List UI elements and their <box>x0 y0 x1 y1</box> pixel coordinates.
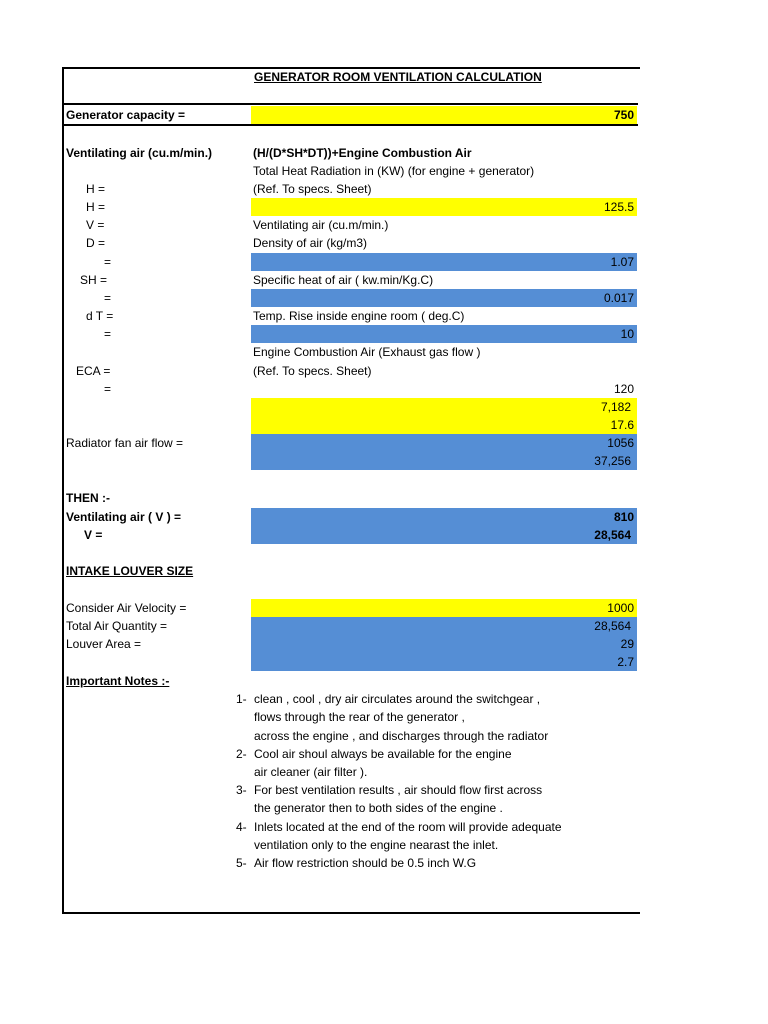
note-line: ventilation only to the engine nearast the inlet. <box>254 838 499 852</box>
note-line: flows through the rear of the generator , <box>254 710 465 724</box>
sh-eq: = <box>104 291 112 305</box>
eca-desc: Engine Combustion Air (Exhaust gas flow ) <box>253 345 481 359</box>
dt-desc: Temp. Rise inside engine room ( deg.C) <box>253 309 465 323</box>
h-label: H = <box>86 182 106 196</box>
eca-eq: = <box>104 382 112 396</box>
dt-label: d T = <box>86 309 114 323</box>
velocity-label: Consider Air Velocity = <box>66 601 187 615</box>
capacity-value[interactable]: 750 <box>251 106 637 124</box>
then-value-2[interactable]: 28,564 <box>251 526 637 544</box>
eca-value[interactable]: 120 <box>613 382 634 396</box>
heat-value[interactable]: 125.5 <box>251 198 637 216</box>
then-label: THEN :- <box>66 491 110 505</box>
d-eq: = <box>104 255 112 269</box>
dt-eq: = <box>104 327 112 341</box>
area-label: Louver Area = <box>66 637 142 651</box>
note-line: the generator then to both sides of the engine . <box>254 801 503 815</box>
quantity-value[interactable]: 28,564 <box>251 617 637 635</box>
dt-value[interactable]: 10 <box>251 325 637 343</box>
divider <box>64 124 638 126</box>
page-title: GENERATOR ROOM VENTILATION CALCULATION <box>254 70 542 84</box>
vent-formula: (H/(D*SH*DT))+Engine Combustion Air <box>253 146 472 160</box>
d-desc: Density of air (kg/m3) <box>253 236 368 250</box>
note-number: 4- <box>236 820 247 834</box>
then-v-label: V = <box>84 528 103 542</box>
note-number: 2- <box>236 747 247 761</box>
d-label: D = <box>86 236 106 250</box>
note-line: For best ventilation results , air should flow first across <box>254 783 543 797</box>
extra-value[interactable]: 2.7 <box>251 653 637 671</box>
area-value[interactable]: 29 <box>251 635 637 653</box>
eca-ref: (Ref. To specs. Sheet) <box>253 364 372 378</box>
radiator-value-1[interactable]: 1056 <box>251 434 637 452</box>
sh-label: SH = <box>80 273 108 287</box>
h-label: H = <box>86 200 106 214</box>
note-number: 1- <box>236 692 247 706</box>
note-number: 3- <box>236 783 247 797</box>
note-line: Inlets located at the end of the room will provide adequate <box>254 820 562 834</box>
note-line: across the engine , and discharges through the radiator <box>254 729 549 743</box>
radiator-label: Radiator fan air flow = <box>66 436 184 450</box>
radiator-value-2[interactable]: 37,256 <box>251 452 637 470</box>
then-vent-label: Ventilating air ( V ) = <box>66 510 182 524</box>
intake-heading: INTAKE LOUVER SIZE <box>66 564 194 578</box>
density-value[interactable]: 1.07 <box>251 253 637 271</box>
note-line: Air flow restriction should be 0.5 inch W.G <box>254 856 477 870</box>
sh-desc: Specific heat of air ( kw.min/Kg.C) <box>253 273 434 287</box>
v-desc: Ventilating air (cu.m/min.) <box>253 218 389 232</box>
note-line: clean , cool , dry air circulates around the switchgear , <box>254 692 541 706</box>
velocity-value[interactable]: 1000 <box>251 599 637 617</box>
sh-value[interactable]: 0.017 <box>251 289 637 307</box>
notes-heading: Important Notes :- <box>66 674 170 688</box>
eca-yellow-2[interactable]: 17.6 <box>251 416 637 434</box>
then-value-1[interactable]: 810 <box>251 508 637 526</box>
vent-label: Ventilating air (cu.m/min.) <box>66 146 213 160</box>
divider <box>64 103 638 105</box>
heat-ref: (Ref. To specs. Sheet) <box>253 182 372 196</box>
quantity-label: Total Air Quantity = <box>66 619 168 633</box>
eca-yellow-1[interactable]: 7,182 <box>251 398 637 416</box>
heat-desc: Total Heat Radiation in (KW) (for engine + generator) <box>253 164 535 178</box>
note-number: 5- <box>236 856 247 870</box>
eca-label: ECA = <box>76 364 111 378</box>
note-line: Cool air shoul always be available for the engine <box>254 747 512 761</box>
note-line: air cleaner (air filter ). <box>254 765 368 779</box>
capacity-label: Generator capacity = <box>66 108 186 122</box>
v-label: V = <box>86 218 105 232</box>
